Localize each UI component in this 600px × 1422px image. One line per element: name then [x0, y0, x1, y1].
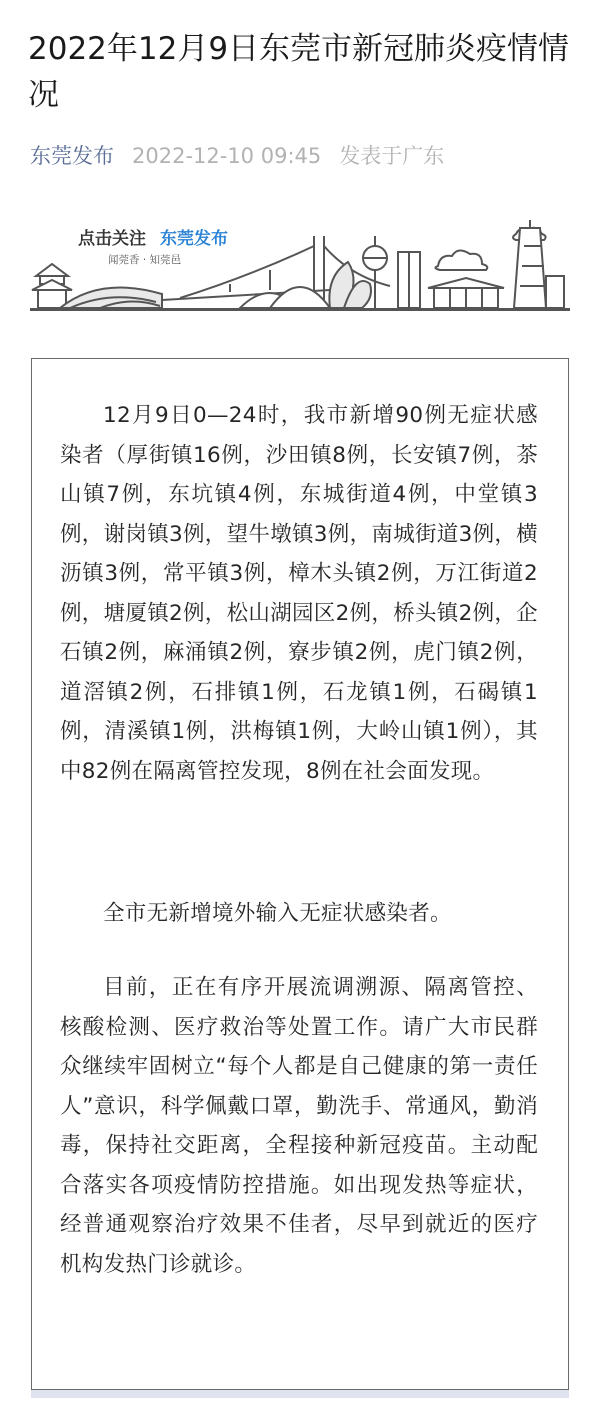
skyscraper-icon: [514, 220, 564, 308]
banner-follow-prompt: 点击关注: [78, 229, 146, 249]
pagoda-icon: [32, 264, 72, 308]
tower-building-icon: [398, 252, 420, 308]
content-frame-shadow: [31, 1390, 569, 1398]
city-skyline-illustration: [30, 206, 570, 346]
page-title: 2022年12月9日东莞市新冠肺炎疫情情况: [28, 31, 570, 113]
temple-icon: [428, 278, 504, 308]
article-meta: [30, 140, 444, 172]
sculpture-icon: [329, 262, 371, 308]
publish-time: 2022-12-10 09:45: [132, 144, 322, 168]
publish-location: 发表于广东: [339, 144, 445, 168]
paragraph-case-details: 12月9日0—24时，我市新增90例无症状感染者（厚街镇16例，沙田镇8例，长安镇7例，茶山镇7例，东坑镇4例，东城街道4例，中堂镇3例，谢岗镇3例，望牛墩镇3例，南城街道3例，横沥镇3例，常平镇3例，樟木头镇2例，万江街道2例，塘厦镇2例，松山湖园区2例，桥头镇2例，企石镇2例，麻涌镇2例，寮步镇2例，虎门镇2例，道滘镇2例，石排镇1例，石龙镇1例，石碣镇1例，清溪镇1例，洪梅镇1例，大岭山镇1例），其中82例在隔离管控发现，8例在社会面发现。: [60, 403, 538, 784]
paragraph-prevention-advice: 目前，正在有序开展流调溯源、隔离管控、核酸检测、医疗救治等处置工作。请广大市民群众继续牢固树立“每个人都是自己健康的第一责任人”意识，科学佩戴口罩，勤洗手、常通风，勤消毒，保持社交距离，全程接种新冠疫苗。主动配合落实各项疫情防控措施。如出现发热等症状，经普通观察治疗效果不佳者，尽早到就近的医疗机构发热门诊就诊。: [60, 975, 538, 1277]
follow-banner[interactable]: [30, 206, 570, 346]
banner-slogan: 闻莞香 · 知莞邑: [108, 254, 182, 266]
banner-account-name: 东莞发布: [160, 229, 228, 249]
paragraph-imported-cases: 全市无新增境外输入无症状感染者。: [103, 901, 452, 926]
stadium-icon: [60, 288, 162, 308]
author-link[interactable]: 东莞发布: [30, 144, 114, 168]
